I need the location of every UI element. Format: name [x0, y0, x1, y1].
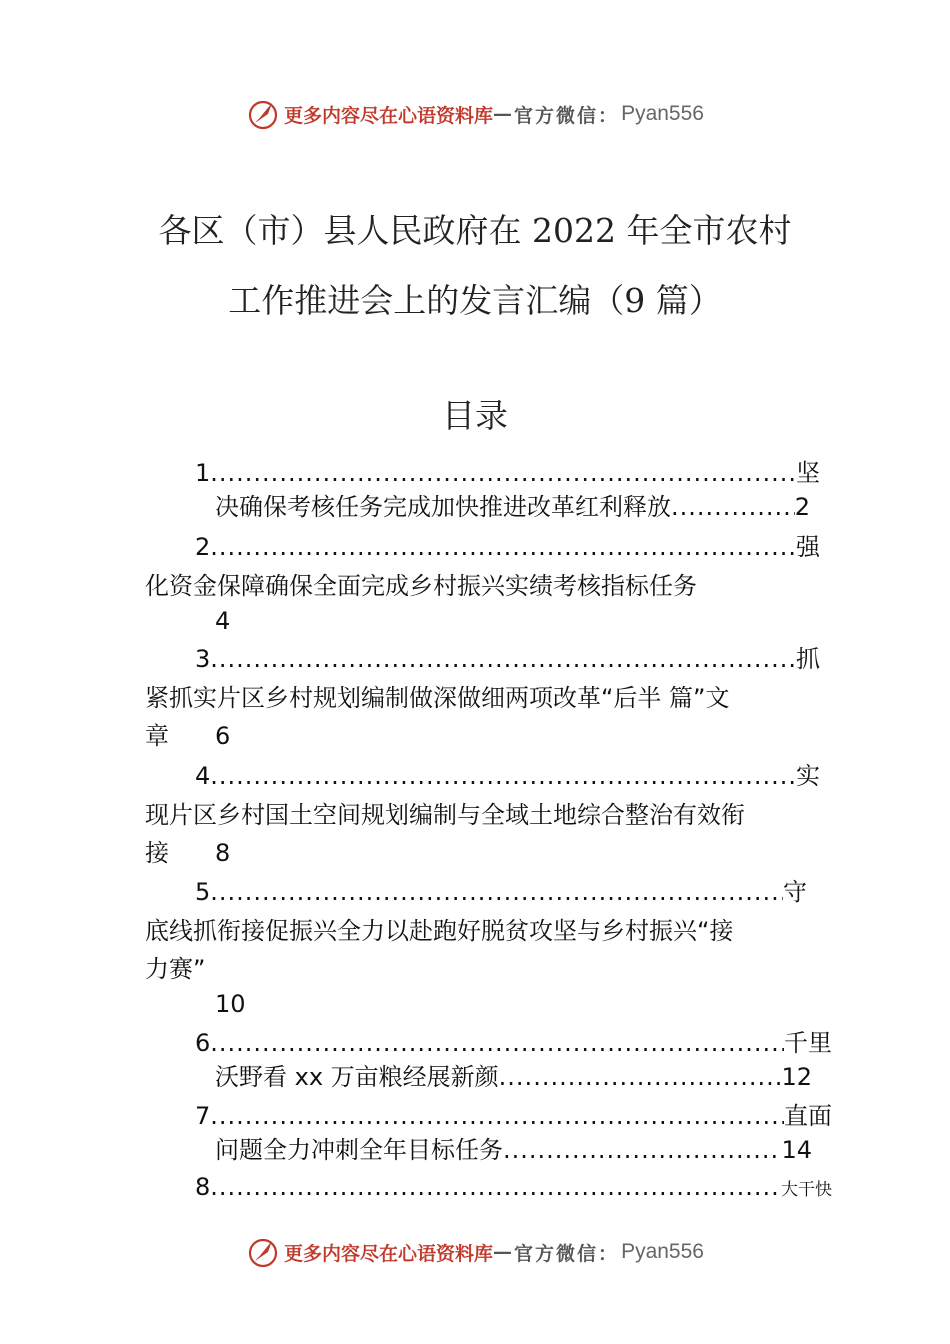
header-watermark: [0, 96, 950, 132]
footer-watermark: [0, 1234, 950, 1270]
toc-entry-4-line-3[interactable]: 接 8: [145, 839, 231, 867]
toc-entry-2-line-2[interactable]: 化资金保障确保全面完成乡村振兴实绩考核指标任务: [145, 572, 697, 600]
document-title-line-2: 工作推进会上的发言汇编（9 篇）: [228, 281, 722, 320]
toc-entry-4-line-1[interactable]: 4 ..... 实: [195, 761, 820, 791]
watermark-site-text: 更多内容尽在心语资料库: [284, 104, 494, 127]
watermark-site-text: 更多内容尽在心语资料库: [284, 1242, 494, 1265]
watermark-dash: —: [493, 1241, 515, 1263]
toc-entry-2-line-1[interactable]: 2 ..... 强: [195, 532, 820, 562]
watermark-wechat-label: 官方微信：: [514, 1242, 620, 1265]
toc-entry-3-line-2[interactable]: 紧抓实片区乡村规划编制做深做细两项改革“后半 篇”文: [145, 684, 730, 712]
toc-heading: 目录: [442, 396, 508, 435]
toc-entry-3-line-3[interactable]: 章 6: [145, 722, 231, 750]
toc-entry-2-page[interactable]: 4: [215, 607, 231, 635]
document-title-line-1: 各区（市）县人民政府在 2022 年全市农村: [158, 211, 792, 250]
toc-entry-5-line-2[interactable]: 底线抓衔接促振兴全力以赴跑好脱贫攻坚与乡村振兴“接: [145, 917, 734, 945]
toc-entry-6-line-1[interactable]: 6 ..... 千里: [195, 1028, 832, 1058]
toc-entry-1-line-1[interactable]: 1 ..... 坚: [195, 458, 820, 488]
toc-entry-4-line-2[interactable]: 现片区乡村国土空间规划编制与全域土地综合整治有效衔: [145, 801, 745, 829]
quill-logo-icon: [246, 1235, 280, 1269]
toc-entry-3-line-1[interactable]: 3 ..... 抓: [195, 644, 820, 674]
toc-entry-5-page[interactable]: 10: [215, 990, 246, 1018]
watermark-wechat-id: Pyan556: [621, 1240, 704, 1263]
toc-entry-6-line-2[interactable]: 沃野看 xx 万亩粮经展新颜 ..... 12: [215, 1062, 812, 1092]
toc-entry-7-line-2[interactable]: 问题全力冲刺全年目标任务 ..... 14: [215, 1135, 812, 1165]
quill-logo-icon: [246, 97, 280, 131]
watermark-dash: —: [493, 103, 515, 125]
toc-entry-5-line-1[interactable]: 5 ..... 守: [195, 877, 807, 907]
toc-entry-5-line-3[interactable]: 力赛”: [145, 955, 206, 983]
watermark-wechat-label: 官方微信：: [514, 104, 620, 127]
toc-entry-8-line-1[interactable]: 8 ..... 大干快: [195, 1172, 832, 1205]
toc-entry-7-line-1[interactable]: 7 ..... 直面: [195, 1101, 832, 1131]
toc-entry-1-line-2[interactable]: 决确保考核任务完成加快推进改革红利释放 ..... 2: [215, 492, 810, 522]
watermark-wechat-id: Pyan556: [621, 102, 704, 125]
